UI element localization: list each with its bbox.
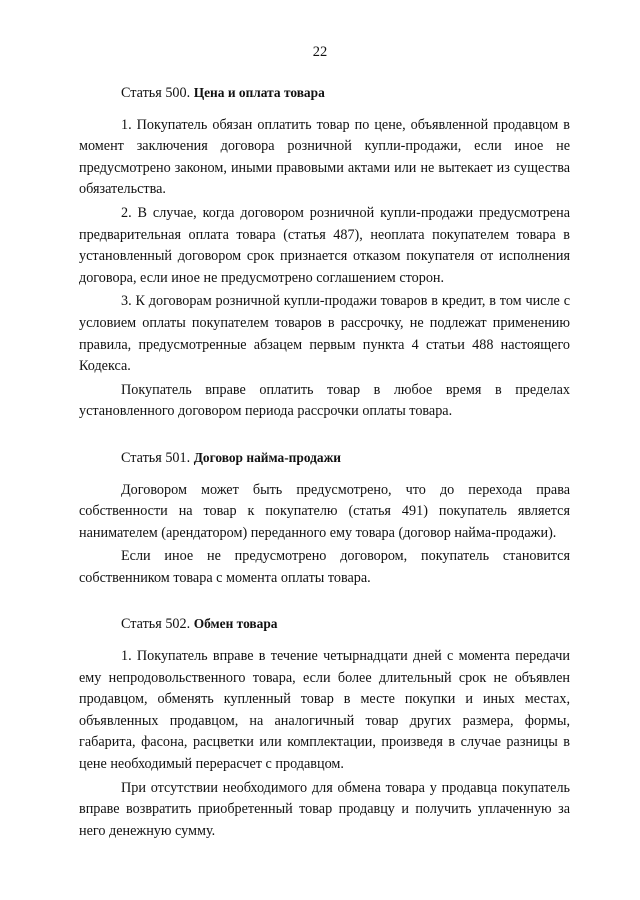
paragraph: При отсутствии необходимого для обмена товара у продавца покупатель вправе возвратить приобретенный товар продавцу и получить уплаченную за него денежную сумму. [79, 779, 570, 839]
article-number: Статья 501. [121, 449, 191, 466]
article-500 [79, 82, 570, 423]
article-heading [79, 447, 570, 470]
paragraph: Если иное не предусмотрено договором, покупатель становится собственником товара с момента оплаты товара. [79, 548, 570, 586]
paragraph: 2. В случае, когда договором розничной купли-продажи предусмотрена предварительная оплата товара (статья 487), неоплата покупателем товара в установленный договором срок признается отказом покупателя от исполнения договора, если иное не предусмотрено соглашением сторон. [79, 204, 570, 286]
article-title: Цена и оплата товара [193, 85, 325, 100]
paragraph: 3. К договорам розничной купли-продажи товаров в кредит, в том числе с условием оплаты покупателем товаров в рассрочку, не подлежат применению правила, предусмотренные абзацем первым пункта 4 статьи 488 настоящего Кодекса. [79, 293, 570, 375]
article-502 [79, 613, 570, 842]
article-title: Обмен товара [193, 616, 278, 632]
paragraph: Договором может быть предусмотрено, что до перехода права собственности на товар к покупателю (статья 491) покупатель является нанимателем (арендатором) переданного ему товара (договор найма-продажи). [79, 481, 570, 541]
paragraph: 1. Покупатель вправе в течение четырнадцати дней с момента передачи ему непродовольственного товара, если более длительный срок не объявлен продавцом, обменять купленный товар в месте покупки и иных местах, объявленных продавцом, на аналогичный товар других размера, формы, габарита, фасона, расцветки или комплектации, произведя в случае разницы в цене необходимый перерасчет с продавцом. [79, 648, 570, 773]
page-number: 22 [312, 44, 328, 60]
document-body [79, 82, 570, 866]
paragraph: 1. Покупатель обязан оплатить товар по цене, объявленной продавцом в момент заключения договора розничной купли-продажи, если иное не предусмотрено законом, иными правовыми актами или не вытекает из существа обязательства. [79, 116, 570, 198]
article-heading [79, 82, 570, 105]
article-number: Статья 502. [121, 616, 191, 633]
article-heading [79, 613, 570, 636]
article-501 [79, 447, 570, 590]
paragraph: Покупатель вправе оплатить товар в любое время в пределах установленного договором периода рассрочки оплаты товара. [79, 381, 570, 420]
article-number: Статья 500. [121, 85, 191, 101]
article-title: Договор найма-продажи [193, 449, 342, 465]
